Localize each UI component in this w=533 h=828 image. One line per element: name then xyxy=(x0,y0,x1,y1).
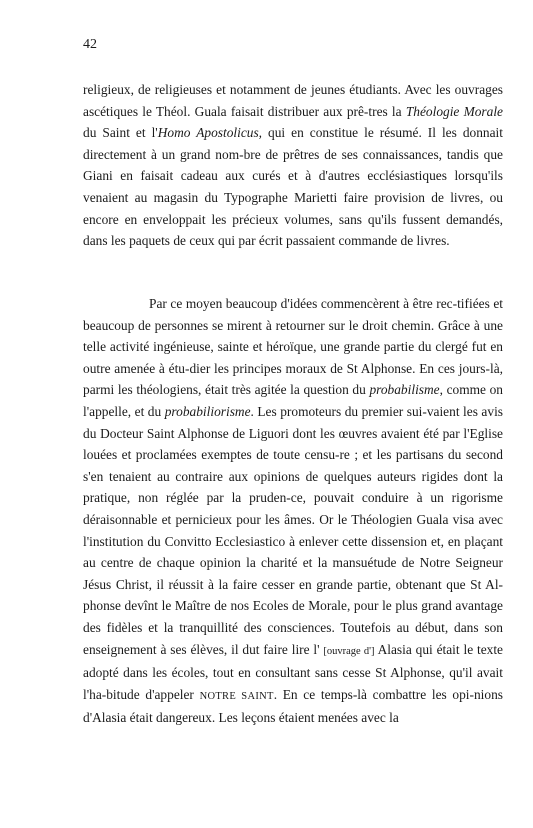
term-probabilisme: probabilisme xyxy=(369,382,440,398)
book-title-theologie-morale: Théologie Morale xyxy=(405,103,503,119)
paragraph-2-text-b: , comme on l'appelle, et du xyxy=(83,382,503,419)
paragraph-2-text-e: . En ce temps-là combattre les opi-nions d'Alasia était dangereux. Les leçons étaient menées avec la xyxy=(83,686,503,726)
page-number: 42 xyxy=(83,37,97,52)
editorial-bracket: [ouvrage d'] xyxy=(323,645,375,657)
paragraph-1 xyxy=(83,79,503,252)
paragraph-2 xyxy=(83,293,503,729)
term-probabiliorisme: probabiliorisme xyxy=(164,403,251,419)
paragraph-1-text-a: religieux, de religieuses et notamment de jeunes étudiants. Avec les ouvrages ascétiques le Théol. Guala faisait distribuer aux prê-tres la xyxy=(83,82,503,119)
book-title-homo-apostolicus: Homo Apostolicus, xyxy=(157,125,263,141)
paragraph-2-text-a: Par ce moyen beaucoup d'idées commencèrent à être rec-tifiées et beaucoup de personnes se mirent à retourner sur le droit chemin. Grâce à une telle activité ingénieuse, sainte et héroïque, une grande partie du clergé fut en outre amenée à étu-dier les principes moraux de St Alphonse. En ces jours-là, parmi les théologiens, était très agitée la question du xyxy=(83,296,503,398)
paragraph-1-text-c: qui en constitue le résumé. Il les donnait directement à un grand nom-bre de prêtres de ses connaissances, tandis que Giani en faisait cadeau aux curés et à d'autres ecclésiastiques lorsqu'ils venaient au magasin du Typographe Marietti faire provision de livres, ou encore en enveloppait les précieux volumes, sans qu'ils fussent demandés, dans les paquets de ceux qui par écrit passaient commande de livres. xyxy=(83,125,503,249)
small-caps-notre-saint: NOTRE SAINT xyxy=(199,690,274,702)
paragraph-1-text-b: du Saint et l' xyxy=(83,125,158,141)
paragraph-2-text-c: . Les promoteurs du premier sui-vaient les avis du Docteur Saint Alphonse de Liguori dont les œuvres avaient été par l'Eglise louées et proclamées exemptes de toute censu-re ; et les partisans du second s'en tenaient au contraire aux opinions de quelques auteurs rigides dont la pratique, non réglée par la pruden-ce, pouvait conduire à un rigorisme déraisonnable et pernicieux pour les âmes. Or le Théologien Guala visa avec l'institution du Convitto Ecclesiastico à enlever cette dissension et, en plaçant au centre de chaque opinion la charité et la mansuétude de Notre Seigneur Jésus Christ, il réussit à la faire cesser en grande partie, obtenant que St Al-phonse devînt le Maître de nos Ecoles de Morale, pour le plus grand avantage des fidèles et la tranquillité des consciences. Toutefois au début, dans son enseignement à ses élèves, il dut faire lire l' xyxy=(83,403,503,657)
paragraph-2-text-d: Alasia qui était le texte adopté dans les écoles, tout en consultant sans cesse St Alphonse, qu'il avait l'ha-bitude d'appeler xyxy=(83,641,504,702)
